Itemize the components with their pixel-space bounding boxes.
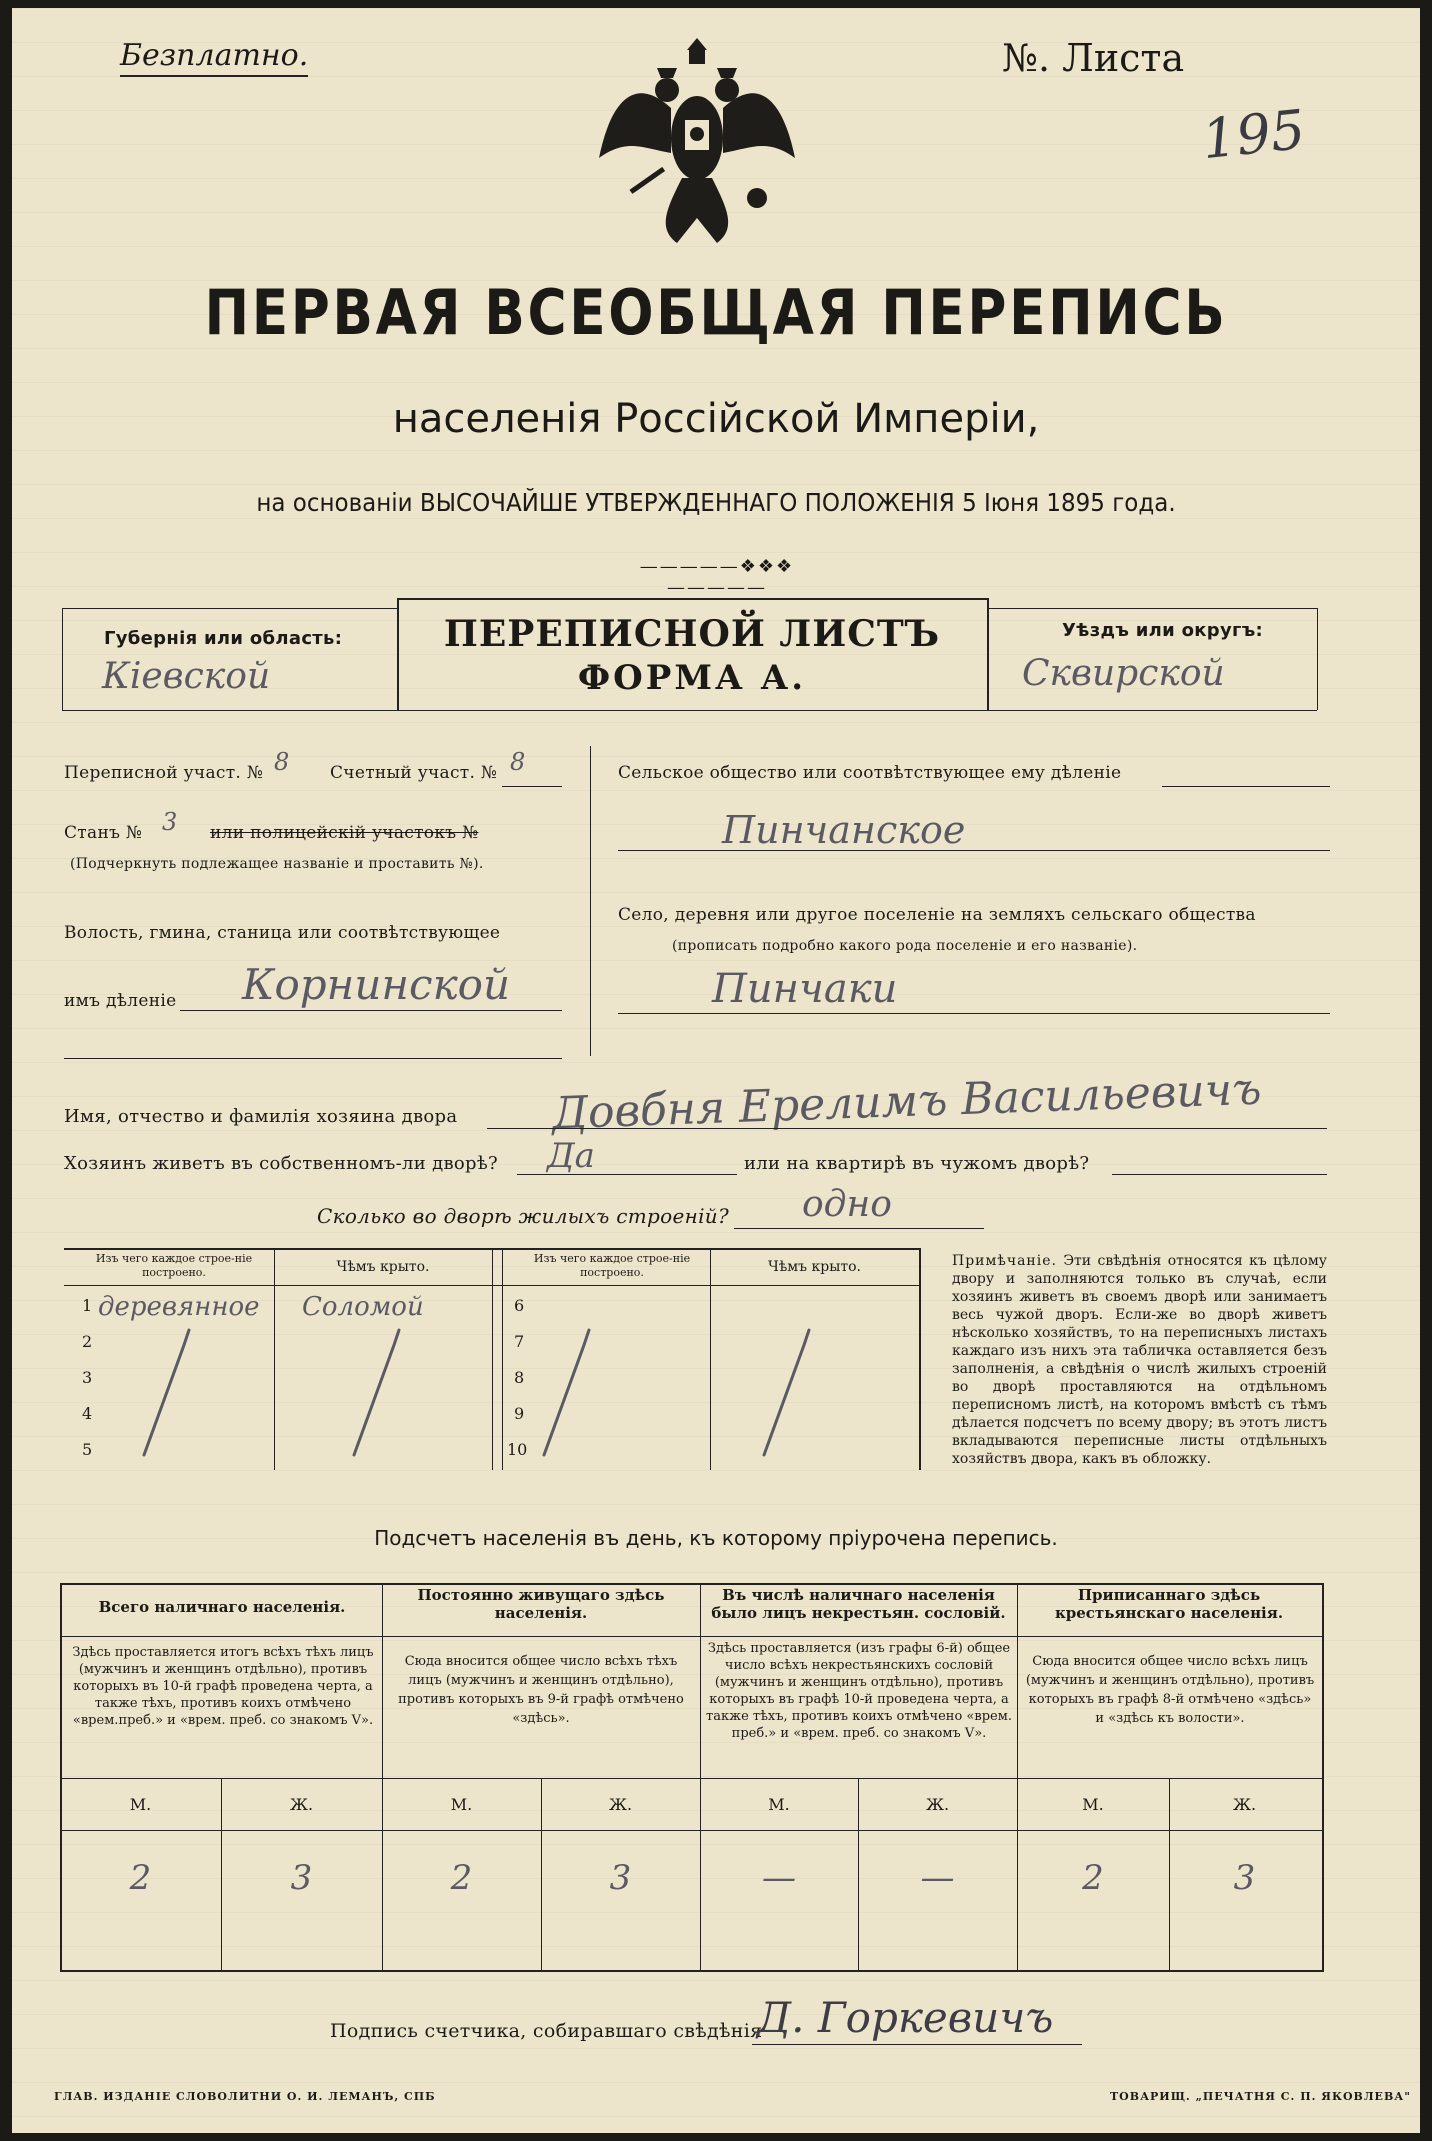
free-label: Безплатно. [120, 38, 308, 77]
row-number: 10 [507, 1440, 528, 1459]
row1-roof: Соломой [302, 1292, 424, 1322]
sheet-number-value: 195 [1198, 97, 1309, 172]
col2-female: 3 [609, 1858, 632, 1898]
strike-marks [64, 1285, 919, 1470]
m-label: М. [768, 1795, 790, 1814]
signature-label: Подпись счетчика, собиравшаго свѣдѣнія [330, 2020, 763, 2042]
ornament-divider: —————❖❖❖————— [639, 556, 795, 598]
volost-label-2: имъ дѣленіе [64, 991, 177, 1011]
col3-desc: Здѣсь проставляется (изъ графы 6-й) общее число всѣхъ некрестьянскихъ сословій (мужчинъ и женщинъ отдѣльно), противъ которыхъ въ графѣ 10-й проведена черта, а также тѣхъ, противъ коихъ отмѣчено «врем. преб.» и «врем. преб. со знакомъ V». [706, 1641, 1012, 1741]
buildings-col-roof-2: Чѣмъ крыто. [768, 1259, 861, 1275]
count-section-title: Подсчетъ населенія въ день, къ которому пріурочена перепись. [374, 1526, 1058, 1550]
society-value: Пинчанское [722, 808, 966, 852]
sheet-number-label: №. Листа [1002, 36, 1185, 80]
col3-head: Въ числѣ наличнаго населенія было лицъ некрестьян. сословій. [711, 1586, 1006, 1622]
owner-name-label: Имя, отчество и фамилія хозяина двора [64, 1106, 458, 1127]
note-text: Эти свѣдѣнія относятся къ цѣлому двору и заполняются только въ случаѣ, если хозяинъ живетъ въ своемъ дворѣ или занимаетъ весь чужой дворъ. Если-же во дворѣ живетъ нѣсколько хозяйствъ, то на переписныхъ листахъ каждаго изъ нихъ эта табличка оставляется безъ заполненія, а свѣдѣнія о числѣ жилыхъ строеній во дворѣ проставляются на отдѣльномъ переписномъ листѣ, на которомъ вмѣстѣ съ тѣмъ дѣлается подсчетъ по всему двору; въ этотъ листъ вкладываются переписные листы отдѣльныхъ хозяйствъ двора, какъ въ обложку. [952, 1253, 1327, 1467]
row-number: 3 [82, 1368, 93, 1387]
col1-male: 2 [129, 1858, 152, 1898]
col4-head: Приписаннаго здѣсь крестьянскаго населенія. [1054, 1586, 1284, 1622]
col4-desc: Сюда вносится общее число всѣхъ лицъ (мужчинъ и женщинъ отдѣльно), противъ которыхъ въ графѣ 8-й отмѣчено «здѣсь» и «здѣсь къ волости». [1025, 1654, 1315, 1726]
footer-right: ТОВАРИЩ. „ПЕЧАТНЯ С. П. ЯКОВЛЕВА" [1110, 2090, 1411, 2103]
buildings-col-material: Изъ чего каждое строе-ніе построено. [95, 1252, 253, 1279]
document-subtitle: населенія Россійской Имперіи, [392, 396, 1040, 442]
count-section-value: 8 [510, 748, 526, 776]
row-number: 6 [514, 1296, 525, 1315]
col2-male: 2 [450, 1858, 473, 1898]
stan-label: Станъ № [64, 823, 143, 843]
village-value: Пинчаки [712, 966, 898, 1012]
col1-desc: Здѣсь проставляется итогъ всѣхъ тѣхъ лицъ (мужчинъ и женщинъ отдѣльно), противъ которыхъ въ 10-й графѣ проведена черта, а также тѣхъ, противъ коихъ отмѣчено «врем.преб.» и «врем. преб. со знакомъ V». [72, 1645, 374, 1728]
census-section-value: 8 [274, 748, 290, 776]
col2-head: Постоянно живущаго здѣсь населенія. [417, 1586, 665, 1622]
double-eagle-emblem [597, 28, 797, 258]
row-number: 7 [514, 1332, 525, 1351]
owner-name-value: Довбня Ерелимъ Васильевичъ [551, 1063, 1263, 1140]
signature-value: Д. Горкевичъ [757, 1993, 1054, 2042]
apartment-label: или на квартирѣ въ чужомъ дворѣ? [744, 1153, 1090, 1174]
m-label: М. [1082, 1795, 1104, 1814]
col1-female: 3 [290, 1858, 313, 1898]
own-yard-value: Да [547, 1136, 595, 1176]
note-block [952, 1252, 1327, 1468]
village-note: (прописать подробно какого рода поселеніе и его названіе). [672, 938, 1138, 954]
row-number: 1 [82, 1296, 93, 1315]
form-title: ПЕРЕПИСНОЙ ЛИСТЪ [443, 613, 941, 655]
col4-female: 3 [1233, 1858, 1256, 1898]
village-label: Село, деревня или другое поселеніе на земляхъ сельскаго общества [618, 905, 1256, 925]
f-label: Ж. [289, 1795, 314, 1814]
count-section-label: Счетный участ. № [330, 763, 498, 783]
form-name: ФОРМА А. [577, 658, 807, 698]
row-number: 4 [82, 1404, 93, 1423]
col1-head: Всего наличнаго населенія. [98, 1598, 346, 1616]
note-title: Примѣчаніе. [952, 1253, 1057, 1269]
district-value: Сквирской [1022, 653, 1225, 694]
document-basis: на основаніи ВЫСОЧАЙШЕ УТВЕРЖДЕННАГО ПОЛОЖЕНІЯ 5 Іюня 1895 года. [256, 488, 1176, 517]
volost-label: Волость, гмина, станица или соотвѣтствующее [64, 923, 501, 943]
buildings-col-roof: Чѣмъ крыто. [336, 1259, 430, 1275]
stan-value: 3 [162, 808, 178, 836]
document-title: ПЕРВАЯ ВСЕОБЩАЯ ПЕРЕПИСЬ [204, 276, 1228, 349]
own-yard-label: Хозяинъ живетъ въ собственномъ-ли дворѣ? [64, 1153, 498, 1174]
census-sheet [12, 8, 1420, 2133]
police-label: или полицейскій участокъ № [210, 823, 479, 843]
province-value: Кіевской [102, 656, 271, 697]
volost-value: Корнинской [242, 960, 510, 1009]
m-label: М. [450, 1795, 473, 1814]
col4-male: 2 [1082, 1858, 1104, 1898]
buildings-col-material-2: Изъ чего каждое строе-ніе построено. [533, 1252, 691, 1279]
district-label: Уѣздъ или округъ: [1062, 620, 1264, 641]
footer-left: ГЛАВ. ИЗДАНІЕ СЛОВОЛИТНИ О. И. ЛЕМАНЪ, СПБ [54, 2090, 436, 2103]
society-label: Сельское общество или соотвѣтствующее ему дѣленіе [618, 763, 1122, 783]
buildings-value: одно [802, 1184, 892, 1225]
f-label: Ж. [925, 1795, 950, 1814]
row-number: 2 [82, 1332, 93, 1351]
col2-desc: Сюда вносится общее число всѣхъ тѣхъ лицъ (мужчинъ и женщинъ отдѣльно), противъ которыхъ въ 9-й графѣ отмѣчено «здѣсь». [398, 1654, 684, 1726]
f-label: Ж. [608, 1795, 633, 1814]
buildings-label: Сколько во дворѣ жилыхъ строеній? [317, 1204, 729, 1228]
province-label: Губернія или область: [104, 628, 343, 649]
row-number: 8 [514, 1368, 525, 1387]
f-label: Ж. [1232, 1795, 1257, 1814]
m-label: М. [129, 1795, 152, 1814]
row-number: 5 [82, 1440, 93, 1459]
stan-note: (Подчеркнуть подлежащее названіе и проставить №). [70, 856, 484, 872]
col3-female: — [920, 1858, 955, 1898]
row1-material: деревянное [98, 1292, 260, 1322]
col3-male: — [762, 1858, 796, 1898]
census-section-label: Переписной участ. № [64, 763, 264, 783]
row-number: 9 [514, 1404, 525, 1423]
